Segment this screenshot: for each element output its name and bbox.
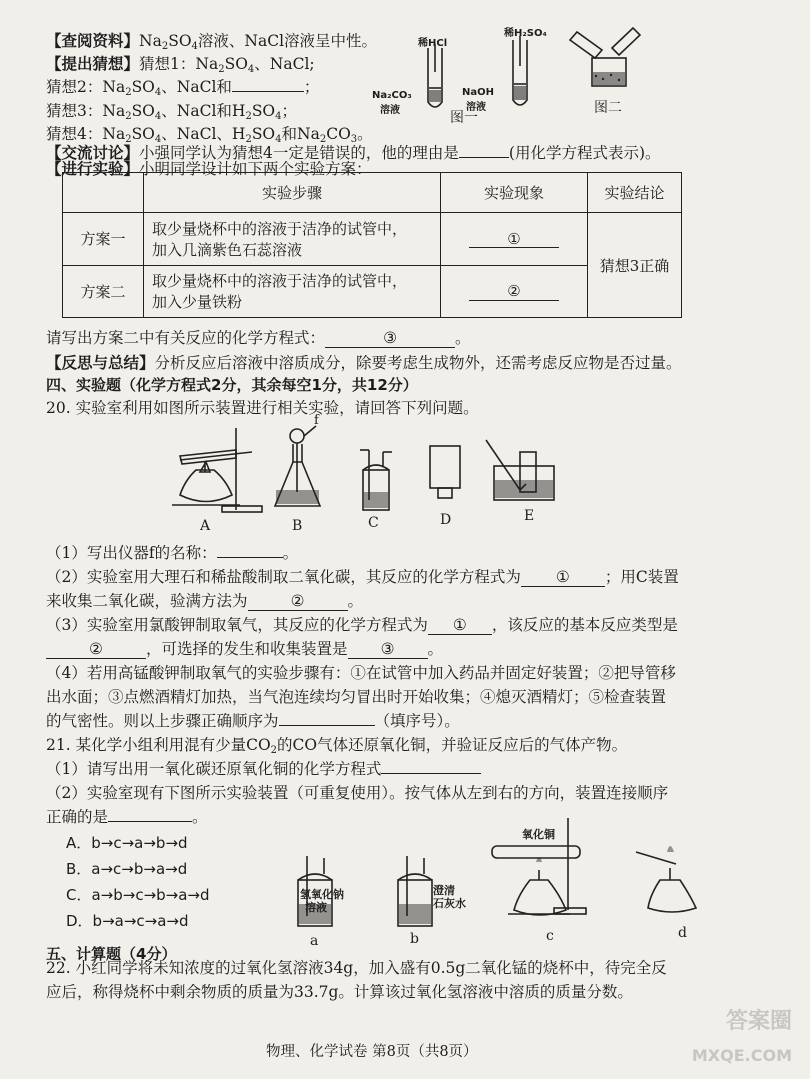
apparatus-label-a: A bbox=[200, 518, 211, 534]
hypothesis-line-3: 猜想3：$Na_2SO_4$、NaCl和$H_2SO_4$； bbox=[46, 102, 298, 122]
equation-question: 请写出方案二中有关反应的化学方程式： ③ 。 bbox=[46, 329, 471, 347]
hyp-text: NaCl和 bbox=[176, 102, 232, 120]
naoh-solution-label: 溶液 bbox=[305, 901, 327, 914]
option-a[interactable]: A．b→c→a→b→d bbox=[66, 834, 188, 852]
question-text: ；用C装置 bbox=[604, 568, 679, 586]
hyp-label: 猜想2： bbox=[46, 78, 103, 96]
question-20-4-b: 出水面；③点燃酒精灯加热，当气泡连续均匀冒出时开始收集；④熄灭酒精灯；⑤检查装置 bbox=[46, 688, 667, 706]
question-text: （1）写出仪器f的名称： bbox=[46, 544, 217, 562]
question-text: 的气密性。则以上步骤正确顺序为 bbox=[46, 712, 279, 730]
hyp-text: 和 bbox=[281, 125, 298, 143]
watermark-logo: 答案圈 bbox=[725, 1009, 792, 1034]
section-four-title: 四、实验题（化学方程式2分，其余每空1分，共12分） bbox=[46, 376, 418, 394]
step-text: 加入少量铁粉 bbox=[152, 293, 243, 312]
question-text: （2）实验室用大理石和稀盐酸制取二氧化碳，其反应的化学方程式为 bbox=[46, 568, 521, 586]
question-20-2-cont: 来收集二氧化碳，验满方法为 ② 。 bbox=[46, 592, 364, 610]
figure-one-caption: 图一 bbox=[450, 110, 478, 126]
question-21-2: （2）实验室现有下图所示实验装置（可重复使用）。按气体从左到右的方向，装置连接顺序 bbox=[46, 784, 669, 802]
question-text: 正确的是 bbox=[46, 808, 109, 826]
question-21-2-b: 正确的是 。 bbox=[46, 808, 208, 826]
info-line: 【查阅资料】$Na_2SO_4$溶液、NaCl溶液呈中性。 bbox=[46, 31, 378, 52]
section-tag: 【反思与总结】 bbox=[46, 353, 155, 372]
question-text: ，该反应的基本反应类型是 bbox=[491, 616, 678, 634]
plan-two-label: 方案二 bbox=[63, 265, 144, 317]
solution-label: 溶液 bbox=[466, 102, 486, 113]
hyp-label: 猜想3： bbox=[46, 102, 103, 120]
question-20-1: （1）写出仪器f的名称： 。 bbox=[46, 544, 299, 562]
answer-blank[interactable]: ② bbox=[46, 641, 146, 659]
page-footer: 物理、化学试卷 第8页（共8页） bbox=[266, 1044, 478, 1060]
answer-blank[interactable]: ② bbox=[469, 283, 559, 301]
question-text: （3）实验室用氯酸钾制取氧气，其反应的化学方程式为 bbox=[46, 616, 428, 634]
hypothesis-line-4: 猜想4：$Na_2SO_4$、NaCl、$H_2SO_4$和$Na_2CO_3$。 bbox=[46, 125, 373, 145]
apparatus-label-b: B bbox=[292, 518, 303, 534]
apparatus-label-c: C bbox=[368, 515, 379, 531]
option-b[interactable]: B．a→c→b→a→d bbox=[66, 860, 188, 878]
table-header-conclusion: 实验结论 bbox=[588, 173, 682, 213]
table-header-steps: 实验步骤 bbox=[144, 173, 441, 213]
limewater-label: 石灰水 bbox=[433, 897, 466, 910]
h2so4-label: 稀H₂SO₄ bbox=[504, 28, 547, 39]
watermark-url: MXQE.COM bbox=[691, 1046, 792, 1065]
hyp-text: NaCl; bbox=[269, 55, 315, 73]
section-five-title: 五、计算题（4分） bbox=[46, 945, 177, 963]
conclusion-cell: 猜想3正确 bbox=[588, 213, 682, 318]
hyp-text: NaCl和 bbox=[176, 78, 232, 96]
question-text: （1）请写出用一氧化碳还原氧化铜的化学方程式 bbox=[46, 760, 382, 778]
step-text: 取少量烧杯中的溶液于洁净的试管中， bbox=[152, 272, 408, 291]
hypothesis-line-2: 猜想2：$Na_2SO_4$、NaCl和 ； bbox=[46, 78, 320, 98]
question-text: 来收集二氧化碳，验满方法为 bbox=[46, 592, 248, 610]
hcl-label: 稀HCl bbox=[418, 38, 448, 49]
question-22-cont: 应后，称得烧杯中剩余物质的质量为33.7g。计算该过氧化氢溶液中溶质的质量分数。 bbox=[46, 983, 633, 1001]
hyp-label: 猜想4： bbox=[46, 125, 103, 143]
question-20-4: （4）若用高锰酸钾制取氧气的实验步骤有：①在试管中加入药品并固定好装置；②把导管移 bbox=[46, 664, 676, 682]
answer-blank[interactable]: ① bbox=[428, 617, 492, 635]
question-text: 21. 某化学小组利用混有少量 bbox=[46, 736, 247, 754]
copper-oxide-label: 氧化铜 bbox=[522, 828, 555, 841]
figure-two-caption: 图二 bbox=[594, 100, 622, 116]
hypothesis-line-1: 【提出猜想】猜想1：$Na_2SO_4$、NaCl; bbox=[46, 54, 315, 75]
discussion-text: 小强同学认为猜想4一定是错误的，他的理由是 bbox=[139, 144, 459, 162]
question-22: 22. 小红同学将未知浓度的过氧化氢溶液34g，加入盛有0.5g二氧化锰的烧杯中，待完全反 bbox=[46, 959, 667, 977]
answer-blank[interactable]: ② bbox=[248, 593, 348, 611]
question-20: 20. 实验室利用如图所示装置进行相关实验，请回答下列问题。 bbox=[46, 399, 479, 417]
option-d[interactable]: D．b→a→c→a→d bbox=[66, 912, 189, 930]
answer-blank[interactable]: ① bbox=[469, 231, 559, 249]
apparatus-label-b: b bbox=[410, 931, 419, 947]
info-text: 溶液、NaCl溶液呈中性。 bbox=[197, 32, 378, 50]
solution-label: 溶液 bbox=[380, 105, 400, 116]
section-tag: 【进行实验】 bbox=[46, 159, 140, 178]
answer-blank[interactable]: ③ bbox=[348, 641, 428, 659]
section-tag: 【提出猜想】 bbox=[46, 54, 140, 73]
apparatus-label-d: d bbox=[678, 925, 687, 941]
step-text: 加入几滴紫色石蕊溶液 bbox=[152, 240, 303, 259]
hyp-text: NaCl、 bbox=[176, 125, 232, 143]
section-tag: 【查阅资料】 bbox=[46, 31, 140, 50]
answer-blank[interactable]: ③ bbox=[325, 330, 455, 348]
answer-blank[interactable]: ① bbox=[521, 569, 605, 587]
discussion-tail: (用化学方程式表示)。 bbox=[508, 144, 661, 162]
plan-one-label: 方案一 bbox=[63, 213, 144, 265]
na2co3-label: Na₂CO₃ bbox=[372, 90, 412, 101]
step-text: 取少量烧杯中的溶液于洁净的试管中， bbox=[152, 219, 408, 238]
naoh-solution-label: 氢氧化钠 bbox=[300, 888, 344, 901]
reflection-text: 分析反应后溶液中溶质成分，除要考虑生成物外，还需考虑反应物是否过量。 bbox=[154, 354, 682, 372]
instrument-f-label: f bbox=[314, 413, 319, 428]
question-text: ，可选择的发生和收集装置是 bbox=[146, 640, 348, 658]
option-c[interactable]: C．a→b→c→b→a→d bbox=[66, 886, 210, 904]
apparatus-label-d: D bbox=[440, 512, 452, 528]
question-text: （填序号）。 bbox=[374, 712, 460, 730]
hyp-label: 猜想1： bbox=[139, 55, 196, 73]
apparatus-label-e: E bbox=[524, 508, 535, 524]
limewater-label: 澄清 bbox=[433, 884, 455, 897]
question-20-3-cont: ② ，可选择的发生和收集装置是 ③ 。 bbox=[46, 641, 443, 659]
naoh-label: NaOH bbox=[462, 87, 494, 98]
experiment-text: 小明同学设计如下两个实验方案： bbox=[139, 160, 372, 178]
apparatus-label-c: c bbox=[546, 928, 554, 944]
table-header-phenomenon: 实验现象 bbox=[441, 173, 588, 213]
section-tag: 【交流讨论】 bbox=[46, 143, 140, 162]
question-21: 21. 某化学小组利用混有少量$CO_2$的CO气体还原氧化铜，并验证反应后的气体产物。 bbox=[46, 736, 628, 756]
apparatus-label-a: a bbox=[310, 933, 319, 949]
question-text: 的CO气体还原氧化铜，并验证反应后的气体产物。 bbox=[277, 736, 628, 754]
question-text: 请写出方案二中有关反应的化学方程式： bbox=[46, 329, 326, 347]
